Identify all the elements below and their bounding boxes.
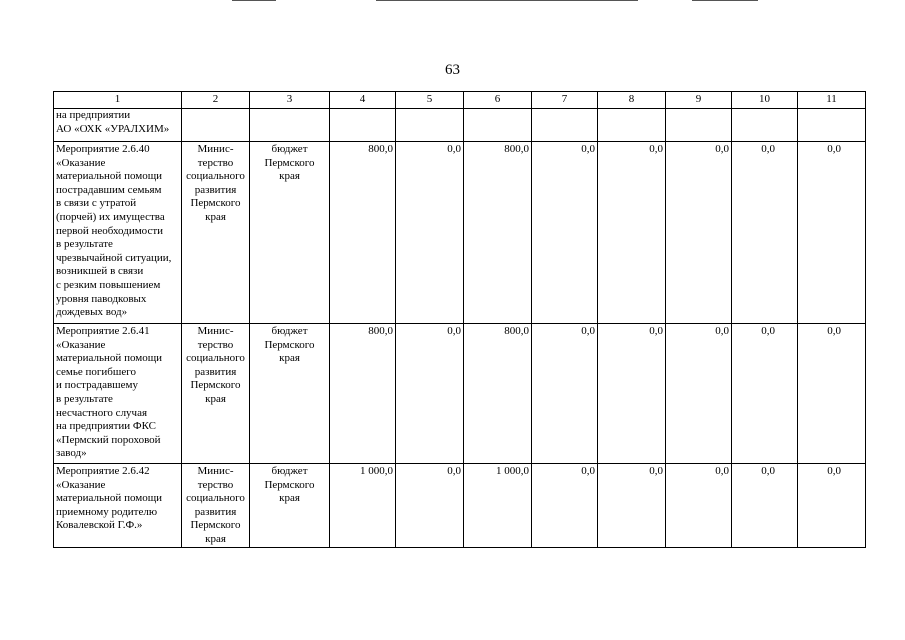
value-cell	[598, 109, 666, 142]
value-cell	[532, 109, 598, 142]
value-cell: 0,0	[396, 464, 464, 548]
value-cell: 800,0	[330, 324, 396, 464]
funding-source-cell	[250, 109, 330, 142]
header-cell: 8	[598, 92, 666, 109]
activity-name-cell: Мероприятие 2.6.42 «Оказание материальной помощи приемному родителю Ковалевской Г.Ф.»	[54, 464, 182, 548]
value-cell: 0,0	[732, 324, 798, 464]
scan-artifact-line	[232, 0, 276, 1]
value-cell: 0,0	[732, 464, 798, 548]
value-cell: 0,0	[666, 142, 732, 324]
funding-source-cell: бюджет Пермского края	[250, 142, 330, 324]
executor-cell: Минис- терство социального развития Пермского края	[182, 464, 250, 548]
activity-name-cell: Мероприятие 2.6.41 «Оказание материальной помощи семье погибшего и пострадавшему в результате несчастного случая на предприятии ФКС «Пермский пороховой завод»	[54, 324, 182, 464]
header-cell: 5	[396, 92, 464, 109]
value-cell	[798, 109, 866, 142]
value-cell: 0,0	[532, 464, 598, 548]
value-cell: 0,0	[532, 324, 598, 464]
value-cell: 0,0	[532, 142, 598, 324]
funding-source-cell: бюджет Пермского края	[250, 324, 330, 464]
value-cell: 800,0	[464, 142, 532, 324]
activity-name-cell: на предприятии АО «ОХК «УРАЛХИМ»	[54, 109, 182, 142]
budget-activities-table	[53, 91, 866, 548]
value-cell: 800,0	[330, 142, 396, 324]
value-cell: 0,0	[798, 324, 866, 464]
value-cell: 800,0	[464, 324, 532, 464]
header-cell: 4	[330, 92, 396, 109]
value-cell: 0,0	[598, 324, 666, 464]
scan-artifact-line	[376, 0, 638, 1]
header-cell: 1	[54, 92, 182, 109]
value-cell: 0,0	[732, 142, 798, 324]
table-row	[54, 142, 866, 324]
value-cell: 0,0	[666, 464, 732, 548]
funding-source-cell: бюджет Пермского края	[250, 464, 330, 548]
value-cell: 1 000,0	[464, 464, 532, 548]
value-cell	[396, 109, 464, 142]
value-cell: 0,0	[396, 324, 464, 464]
table-row	[54, 324, 866, 464]
value-cell: 0,0	[798, 464, 866, 548]
executor-cell: Минис- терство социального развития Пермского края	[182, 142, 250, 324]
executor-cell: Минис- терство социального развития Пермского края	[182, 324, 250, 464]
header-cell: 7	[532, 92, 598, 109]
header-cell: 2	[182, 92, 250, 109]
header-row	[54, 92, 866, 109]
header-cell: 10	[732, 92, 798, 109]
value-cell	[732, 109, 798, 142]
header-cell: 9	[666, 92, 732, 109]
value-cell: 1 000,0	[330, 464, 396, 548]
value-cell	[464, 109, 532, 142]
value-cell: 0,0	[598, 464, 666, 548]
table-row	[54, 109, 866, 142]
value-cell: 0,0	[666, 324, 732, 464]
value-cell	[666, 109, 732, 142]
page-number: 63	[445, 62, 460, 78]
header-cell: 11	[798, 92, 866, 109]
header-cell: 3	[250, 92, 330, 109]
activity-name-cell: Мероприятие 2.6.40 «Оказание материальной помощи пострадавшим семьям в связи с утратой (порчей) их имущества первой необходимости в результате чрезвычайной ситуации, возникшей в связи с резким повышением уровня паводковых дождевых вод»	[54, 142, 182, 324]
table-row	[54, 464, 866, 548]
executor-cell	[182, 109, 250, 142]
value-cell: 0,0	[598, 142, 666, 324]
value-cell	[330, 109, 396, 142]
header-cell: 6	[464, 92, 532, 109]
value-cell: 0,0	[798, 142, 866, 324]
scan-artifact-line	[692, 0, 758, 1]
value-cell: 0,0	[396, 142, 464, 324]
